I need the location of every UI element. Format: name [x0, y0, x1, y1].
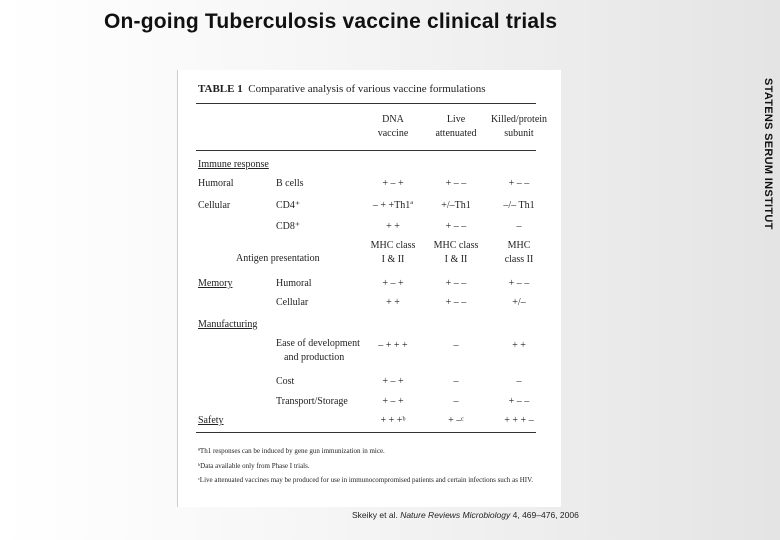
citation-journal: Nature Reviews Microbiology	[400, 510, 511, 520]
citation-authors: Skeiky et al.	[352, 510, 401, 520]
footnote: ᶜLive attenuated vaccines may be produced for use in immunocompromised patients and certain infections such as HIV.	[198, 476, 534, 484]
cell-killed: MHC	[507, 240, 531, 251]
cell-killed: +/–	[512, 297, 526, 308]
citation-volume: 4, 469–476, 2006	[510, 510, 579, 520]
cell-live: +/–Th1	[441, 200, 471, 211]
table-image	[177, 70, 561, 507]
cell-dna: I & II	[381, 254, 405, 265]
rule-bottom	[196, 432, 536, 433]
citation	[352, 510, 579, 520]
cell-killed: –	[516, 221, 522, 232]
table-caption	[198, 84, 486, 95]
section-immune-response: Immune response	[198, 159, 269, 170]
row-sublabel: Transport/Storage	[276, 396, 348, 407]
col-killed-line2: subunit	[504, 128, 534, 139]
row-sublabel: Ease of development	[276, 338, 360, 349]
cell-dna: + – +	[382, 278, 404, 289]
row-sublabel: Cost	[276, 376, 295, 387]
section-memory: Memory	[198, 278, 233, 289]
cell-dna: + +	[386, 221, 400, 232]
row-label: Humoral	[198, 178, 234, 189]
section-safety: Safety	[198, 415, 224, 426]
row-sublabel: CD8⁺	[276, 221, 301, 232]
cell-live: –	[453, 376, 459, 387]
table-label: TABLE 1	[198, 83, 243, 95]
row-label: Cellular	[198, 200, 231, 211]
col-killed-line1: Killed/protein	[490, 114, 548, 125]
cell-killed: –	[516, 376, 522, 387]
cell-dna: + – +	[382, 178, 404, 189]
rule-top	[196, 103, 536, 104]
cell-live: I & II	[444, 254, 468, 265]
cell-live: –	[453, 396, 459, 407]
col-live-line1: Live	[446, 114, 466, 125]
cell-dna: – + + +	[378, 340, 408, 351]
col-dna-line1: DNA	[382, 114, 404, 125]
cell-killed: + – –	[508, 278, 530, 289]
cell-live: MHC class	[433, 240, 479, 251]
row-sublabel: B cells	[276, 178, 304, 189]
cell-dna: – + +Th1ª	[372, 200, 414, 211]
cell-dna: + +	[386, 297, 400, 308]
cell-dna: + + +ᵇ	[380, 415, 406, 426]
cell-killed: + +	[512, 340, 526, 351]
cell-live: + –ᶜ	[448, 415, 464, 426]
row-sublabel: Humoral	[276, 278, 312, 289]
cell-live: + – –	[445, 221, 467, 232]
slide-title: On-going Tuberculosis vaccine clinical trials	[104, 10, 558, 33]
cell-killed: class II	[504, 254, 534, 265]
cell-dna: MHC class	[370, 240, 416, 251]
cell-live: + – –	[445, 278, 467, 289]
cell-live: –	[453, 340, 459, 351]
section-manufacturing: Manufacturing	[198, 319, 258, 330]
footnote: ᵇData available only from Phase I trials.	[198, 462, 310, 470]
rule-header	[196, 150, 536, 151]
cell-killed: + – –	[508, 178, 530, 189]
cell-killed: + – –	[508, 396, 530, 407]
cell-dna: + – +	[382, 396, 404, 407]
institute-watermark: STATENS SERUM INSTITUT	[762, 78, 774, 230]
cell-killed: + + + –	[504, 415, 534, 426]
row-sublabel: CD4⁺	[276, 200, 301, 211]
row-label: Antigen presentation	[236, 253, 320, 264]
cell-dna: + – +	[382, 376, 404, 387]
col-live-line2: attenuated	[435, 128, 477, 139]
row-sublabel: Cellular	[276, 297, 309, 308]
cell-live: + – –	[445, 178, 467, 189]
footnote: ªTh1 responses can be induced by gene gun immunization in mice.	[198, 447, 385, 455]
cell-killed: –/– Th1	[503, 200, 535, 211]
cell-live: + – –	[445, 297, 467, 308]
row-sublabel: and production	[284, 352, 345, 363]
col-dna-line2: vaccine	[377, 128, 409, 139]
table-caption-text: Comparative analysis of various vaccine formulations	[248, 83, 486, 95]
